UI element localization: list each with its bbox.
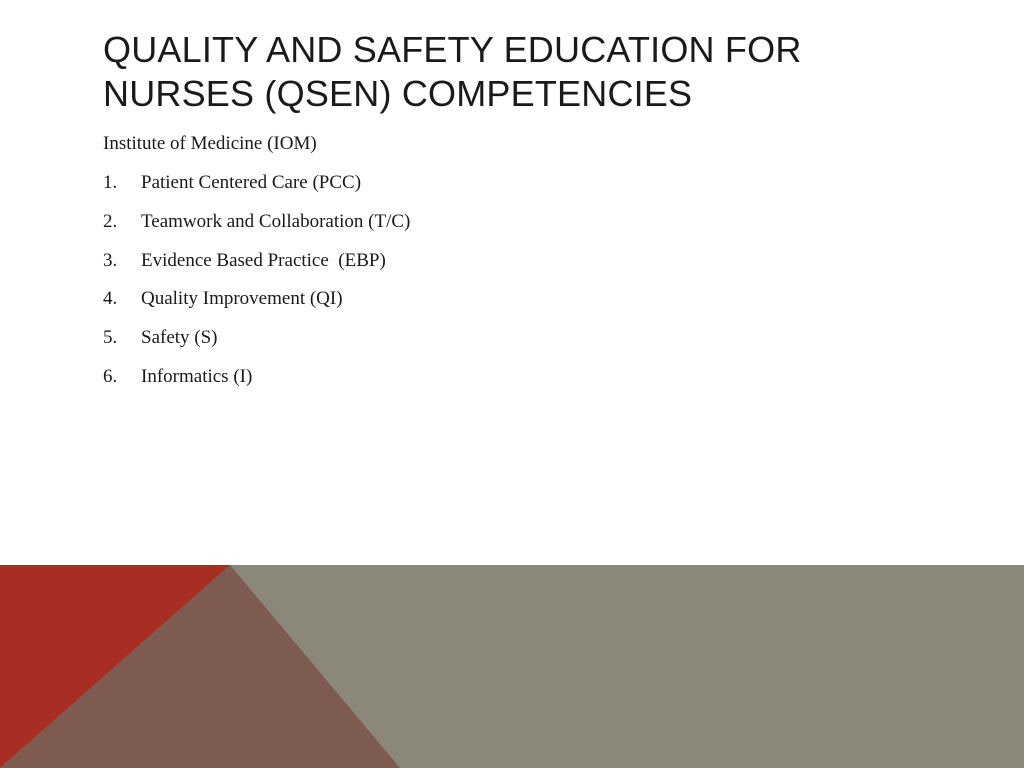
competency-list	[103, 171, 410, 404]
list-item	[103, 365, 410, 389]
list-text: Safety (S)	[141, 327, 218, 349]
list-text: Evidence Based Practice (EBP)	[141, 249, 386, 271]
list-text: Teamwork and Collaboration (T/C)	[141, 210, 411, 232]
list-number: 2.	[103, 210, 118, 232]
list-item	[103, 249, 410, 273]
list-item	[103, 171, 410, 195]
list-number: 5.	[103, 327, 118, 349]
list-number: 1.	[103, 172, 118, 193]
list-item	[103, 326, 410, 350]
decorative-footer	[0, 565, 1024, 768]
list-number: 3.	[103, 249, 118, 271]
title-line-2: NURSES (QSEN) COMPETENCIES	[103, 73, 693, 114]
list-text: Patient Centered Care (PCC)	[141, 172, 362, 193]
title-line-1: QUALITY AND SAFETY EDUCATION FOR	[103, 29, 802, 70]
list-item	[103, 287, 410, 311]
subtitle: Institute of Medicine (IOM)	[103, 133, 317, 154]
list-number: 6.	[103, 365, 118, 387]
list-text: Informatics (I)	[141, 365, 253, 387]
slide-title	[103, 28, 983, 116]
list-number: 4.	[103, 288, 118, 310]
list-item	[103, 210, 410, 234]
list-text: Quality Improvement (QI)	[141, 288, 343, 310]
